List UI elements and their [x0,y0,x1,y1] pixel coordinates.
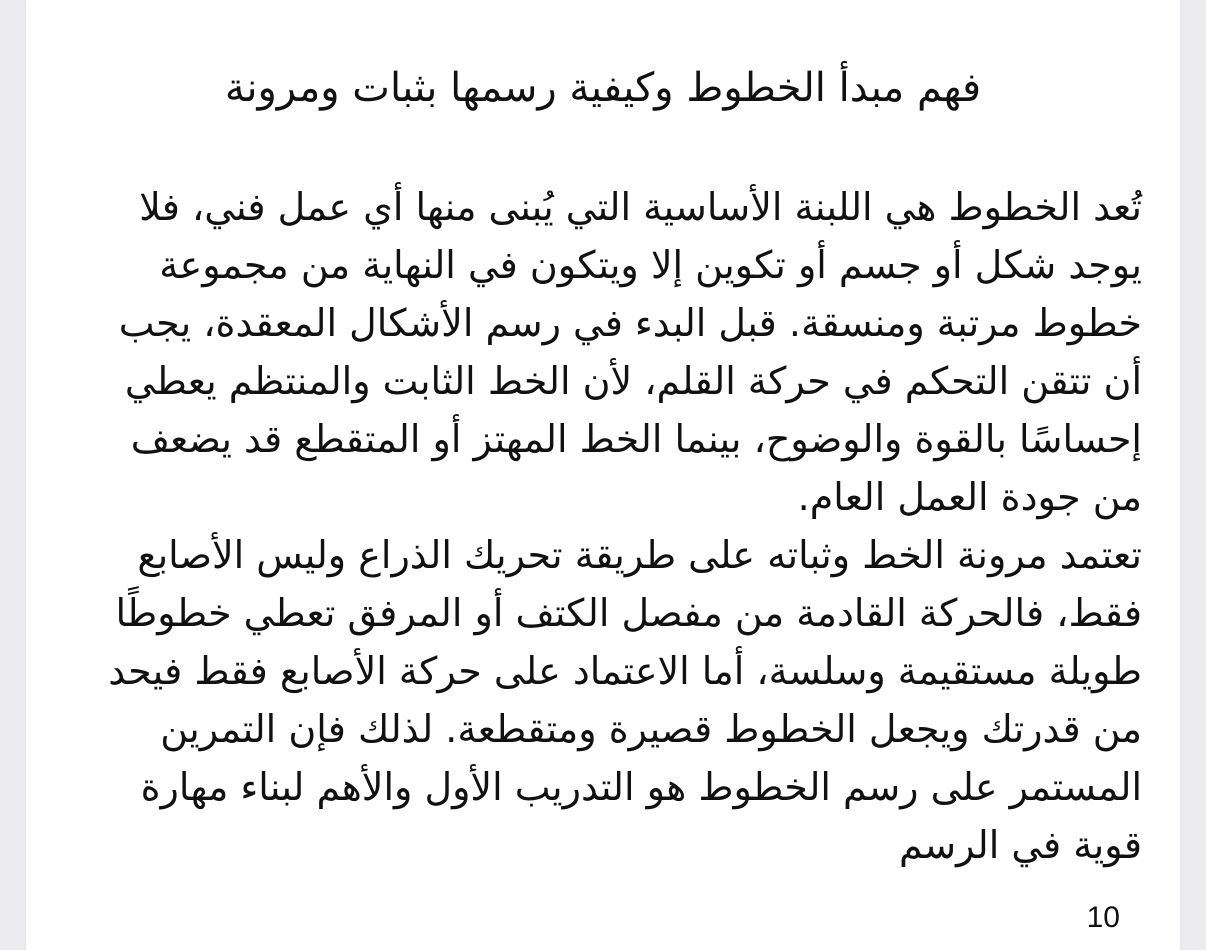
paragraph-2: تعتمد مرونة الخط وثباته على طريقة تحريك الذراع وليس الأصابع فقط، فالحركة القادمة من مفصل الكتف أو المرفق تعطي خطوطًا طويلة مستقيمة وسلسة، أما الاعتماد على حركة الأصابع فقط فيحد من قدرتك ويجعل الخطوط قصيرة ومتقطعة. لذلك فإن التمرين المستمر على رسم الخطوط هو التدريب الأول والأهم لبناء مهارة قوية في الرسم [108,533,1142,867]
body-text [70,178,1142,874]
page-number: 10 [1086,901,1120,934]
page-title: فهم مبدأ الخطوط وكيفية رسمها بثبات ومرونة [224,65,982,111]
document-page [26,0,1180,950]
paragraph-1: تُعد الخطوط هي اللبنة الأساسية التي يُبنى منها أي عمل فني، فلا يوجد شكل أو جسم أو تكوين إلا ويتكون في النهاية من مجموعة خطوط مرتبة ومنسقة. قبل البدء في رسم الأشكال المعقدة، يجب أن تتقن التحكم في حركة القلم، لأن الخط الثابت والمنتظم يعطي إحساسًا بالقوة والوضوح، بينما الخط المهتز أو المتقطع قد يضعف من جودة العمل العام. [118,185,1142,519]
